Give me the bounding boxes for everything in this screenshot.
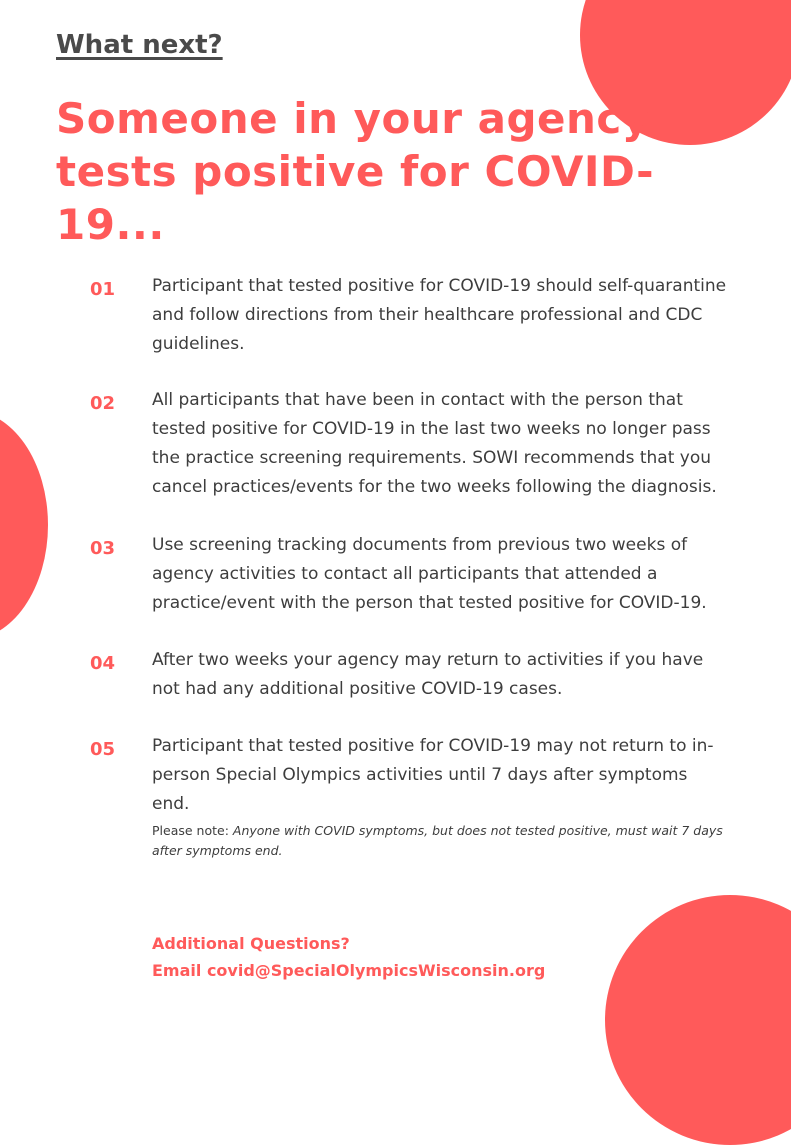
step-text: Use screening tracking documents from previous two weeks of agency activities to contact all participants that attended a practice/event with the person that tested positive for COVID-19.: [152, 535, 707, 613]
section-title: What next?: [56, 30, 223, 60]
page-headline: Someone in your agency tests positive for COVID-19...: [56, 94, 655, 249]
contact-email-link[interactable]: Email covid@SpecialOlympicsWisconsin.org: [152, 961, 546, 980]
step-text: After two weeks your agency may return to activities if you have not had any additional positive COVID-19 cases.: [152, 650, 704, 699]
steps-list: [90, 272, 730, 861]
step-text: Participant that tested positive for COVID-19 should self-quarantine and follow directions from their healthcare professional and CDC guidelines.: [152, 276, 727, 354]
step-number: 02: [90, 393, 116, 414]
step-text: Participant that tested positive for COVID-19 may not return to in-person Special Olympics activities until 7 days after symptoms end.: [152, 736, 714, 814]
note-label: Please note:: [152, 823, 233, 838]
step-item-05: [90, 732, 730, 861]
note-text: Anyone with COVID symptoms, but does not tested positive, must wait 7 days after symptoms end.: [152, 823, 723, 858]
decorative-circle-left: [0, 410, 48, 640]
step-body: [152, 732, 730, 861]
step-item-02: [90, 386, 730, 502]
contact-block: [152, 930, 545, 984]
step-number: 05: [90, 739, 116, 760]
step-item-04: [90, 646, 730, 704]
contact-questions: Additional Questions?: [152, 934, 350, 953]
decorative-circle-bottom-right: [605, 895, 791, 1145]
step-item-03: [90, 531, 730, 618]
please-note: [152, 821, 730, 861]
step-text: All participants that have been in contact with the person that tested positive for COVID-19 in the last two weeks no longer pass the practice screening requirements. SOWI recommends that you cancel practices/events for the two weeks following the diagnosis.: [152, 390, 717, 497]
step-number: 01: [90, 279, 116, 300]
step-number: 04: [90, 653, 116, 674]
step-number: 03: [90, 538, 116, 559]
step-item-01: [90, 272, 730, 359]
